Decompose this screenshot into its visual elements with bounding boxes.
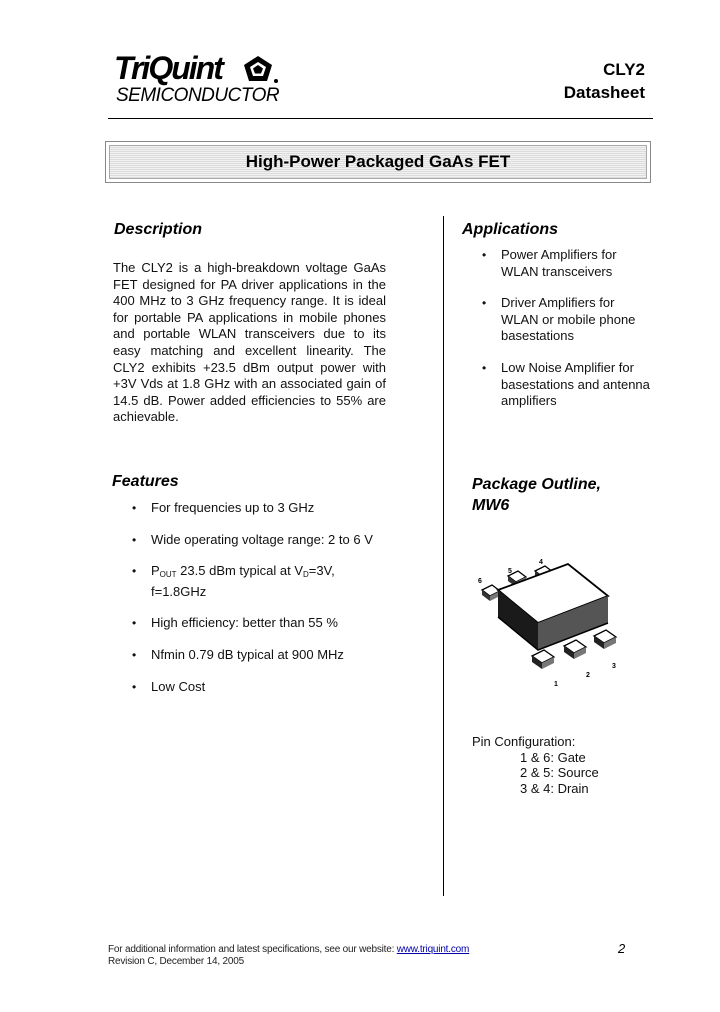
feature-text: =3V, (308, 563, 335, 579)
company-logo-subtitle: SEMICONDUCTOR (116, 85, 280, 106)
pin-configuration (472, 734, 599, 796)
logo-pentagon-icon (240, 54, 282, 86)
company-logo: TriQuint (114, 50, 222, 86)
list-item: • Nfmin 0.79 dB typical at 900 MHz (132, 647, 422, 664)
pin-label: 2 (586, 672, 590, 679)
list-item: • Low Noise Amplifier for basestations and antenna amplifiers (482, 360, 652, 410)
subscript: D (303, 570, 309, 580)
pin-label: 4 (539, 559, 543, 566)
package-outline-diagram (470, 548, 630, 693)
pin-configuration-row: 3 & 4: Drain (520, 780, 589, 796)
list-item: • High efficiency: better than 55 % (132, 615, 422, 632)
list-item: • Driver Amplifiers for WLAN or mobile phone basestations (482, 295, 652, 345)
list-item (132, 563, 422, 600)
package-pin (532, 650, 554, 669)
list-item: • For frequencies up to 3 GHz (132, 500, 422, 517)
pin-label: 3 (612, 663, 616, 670)
feature-text: f=1.8GHz (151, 583, 207, 599)
document-type: Datasheet (563, 83, 645, 102)
list-item: • Low Cost (132, 679, 422, 696)
pin-configuration-label: Pin Configuration: (472, 734, 576, 749)
features-heading: Features (112, 473, 179, 490)
description-text: The CLY2 is a high-breakdown voltage GaAs FET designed for PA driver applications in the 400 MHz to 3 GHz frequency range. It is ideal for portable PA applications in mobile phones and portable WLAN transceivers due to its easy matching and excellent linearity. The CLY2 exhibits +23.5 dBm output power with +3V Vds at 1.8 GHz with an associated gain of 14.5 dB. Power added efficiencies to 55% are achievable. (113, 260, 386, 425)
pin-configuration-row: 1 & 6: Gate (520, 749, 586, 765)
pin-label: 5 (508, 568, 512, 575)
package-pin (594, 630, 616, 649)
website-link[interactable]: www.triquint.com (396, 944, 470, 955)
list-item: • Power Amplifiers for WLAN transceivers (482, 247, 652, 280)
revision-info: Revision C, December 14, 2005 (108, 956, 244, 967)
applications-heading: Applications (462, 221, 559, 238)
pin-configuration-row: 2 & 5: Source (520, 765, 599, 780)
header-divider (108, 118, 653, 119)
subscript: OUT (159, 570, 177, 580)
features-list (132, 500, 422, 710)
page-number: 2 (618, 941, 626, 956)
description-heading: Description (114, 221, 203, 238)
package-heading-line2: MW6 (472, 497, 510, 514)
package-heading (472, 474, 601, 516)
package-pin (564, 640, 586, 659)
list-item: • Wide operating voltage range: 2 to 6 V (132, 532, 422, 549)
pin-label: 1 (554, 681, 558, 688)
column-divider (443, 216, 444, 896)
applications-list (482, 247, 652, 425)
feature-text: P (151, 563, 160, 579)
footer-note-text: For additional information and latest specifications, see our website: (108, 944, 397, 955)
package-pin (482, 585, 500, 601)
title-banner (105, 141, 651, 183)
page-title: High-Power Packaged GaAs FET (245, 152, 511, 171)
package-heading-line1: Package Outline, (472, 476, 601, 493)
pin-label: 6 (478, 578, 482, 585)
feature-text: 23.5 dBm typical at V (176, 563, 304, 579)
document-code: CLY2 (603, 60, 645, 79)
